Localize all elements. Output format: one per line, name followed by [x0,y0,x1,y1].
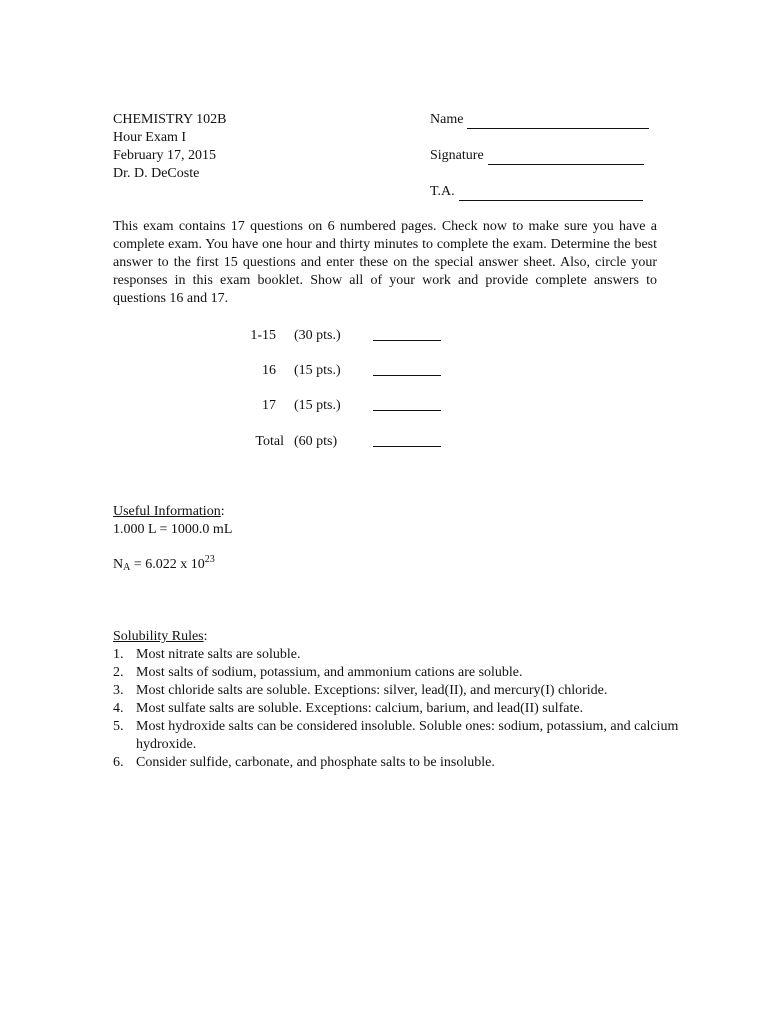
score-blank[interactable] [373,340,441,341]
score-blank[interactable] [373,446,441,447]
instructor-name: Dr. D. DeCoste [113,166,200,181]
useful-heading: Useful Information [113,504,221,519]
course-title: CHEMISTRY 102B [113,112,227,127]
list-item [113,754,683,772]
rule-text: Most hydroxide salts can be considered insoluble. Soluble ones: sodium, potassium, and calcium hydroxide. [136,719,679,752]
exam-title: Hour Exam I [113,130,187,145]
score-questions: Total [255,434,284,449]
score-points: (30 pts.) [294,328,341,343]
signature-field [430,147,644,165]
list-item [113,646,683,664]
rule-number: 5. [113,719,124,734]
ta-blank[interactable] [459,187,643,201]
volume-conversion: 1.000 L = 1000.0 mL [113,522,233,537]
rule-text: Most nitrate salts are soluble. [136,647,301,662]
avogadro-value: = 6.022 x 10 [130,557,205,572]
solubility-heading-colon: : [203,629,208,644]
exam-date: February 17, 2015 [113,148,217,163]
score-row [200,327,460,345]
score-points: (15 pts.) [294,398,341,413]
rule-number: 1. [113,647,124,662]
score-row-total [200,433,460,451]
ta-label: T.A. [430,184,455,199]
solubility-heading: Solubility Rules [113,629,204,644]
exam-header [113,111,373,183]
list-item [113,664,683,682]
score-questions: 17 [262,398,276,413]
rule-text: Most salts of sodium, potassium, and ammonium cations are soluble. [136,665,523,680]
score-points: (60 pts) [294,434,338,449]
name-blank[interactable] [467,115,649,129]
list-item [113,700,683,718]
avogadro-subscript: A [123,562,131,573]
score-blank[interactable] [373,375,441,376]
avogadro-symbol: N [113,557,124,572]
instructions-paragraph: This exam contains 17 questions on 6 numbered pages. Check now to make sure you have a complete exam. You have one hour and thirty minutes to complete the exam. Determine the best answer to the first 15 questions and enter these on the special answer sheet. Also, circle your responses in this exam booklet. Show all of your work and provide complete answers to questions 16 and 17. [113,219,657,306]
ta-field [430,183,643,201]
rule-text: Most sulfate salts are soluble. Exceptions: calcium, barium, and lead(II) sulfate. [136,701,584,716]
score-points: (15 pts.) [294,363,341,378]
signature-label: Signature [430,148,484,163]
score-row [200,397,460,415]
useful-information [113,503,413,539]
rule-number: 6. [113,755,124,770]
rule-text: Most chloride salts are soluble. Exceptions: silver, lead(II), and mercury(I) chloride. [136,683,608,698]
score-questions: 1-15 [250,328,276,343]
score-row [200,362,460,380]
solubility-rules [113,628,683,772]
avogadro-exponent: 23 [204,554,215,565]
rule-number: 4. [113,701,124,716]
rule-text: Consider sulfide, carbonate, and phosphate salts to be insoluble. [136,755,495,770]
name-label: Name [430,112,464,127]
list-item [113,682,683,700]
name-field [430,111,649,129]
avogadro-number [113,556,215,574]
list-item [113,718,683,754]
rule-number: 3. [113,683,124,698]
useful-heading-colon: : [220,504,225,519]
score-questions: 16 [262,363,276,378]
signature-blank[interactable] [488,151,644,165]
score-blank[interactable] [373,410,441,411]
rule-number: 2. [113,665,124,680]
